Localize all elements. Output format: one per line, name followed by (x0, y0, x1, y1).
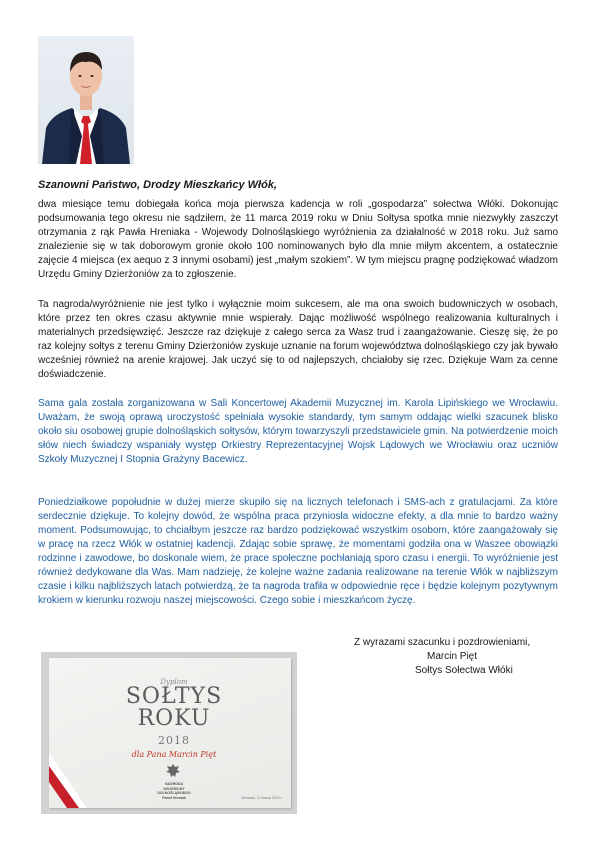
diploma-title (89, 686, 259, 730)
diploma-date: Wrocław, 11 marca 2019 r. (241, 796, 283, 800)
letter-greeting: Szanowni Państwo, Drodzy Mieszkańcy Włók, (38, 179, 277, 191)
signature-role: Sołtys Sołectwa Włóki (415, 665, 513, 676)
diploma-signatory (134, 782, 214, 800)
signatory-line-2: WOJEWODY (163, 786, 185, 791)
signatory-line-1: NAGRODA (164, 782, 184, 786)
letter-paragraph-3: Sama gala została zorganizowana w Sali Koncertowej Akademii Muzycznej im. Karola Lipińskiego we Wrocławiu. Uważam, że swoją oprawą uroczystość spełniała wysokie standardy, tym samym oddając wielki szacunek blisko około siu osobowej grupie dolnośląskich sołtysów, którym towarzyszyli przedstawiciele gmin. Na potwierdzenie moich słów niech świadczy wspaniały występ Orkiestry Reprezentacyjnej Wojsk Lądowych we Wrocławiu oraz uczniów Szkoły Muzycznej I Stopnia Grażyny Bacewicz. (38, 398, 558, 465)
letter-paragraph-1: dwa miesiące temu dobiegała końca moja pierwsza kadencja w roli „gospodarza” sołectwa Włóki. Dokonując podsumowania tego okresu nie sądziłem, że 11 marca 2019 roku w Dniu Sołtysa spotka mnie niezwykły zaszczyt otrzymania z rąk Pawła Hreniaka - Wojewody Dolnośląskiego wyróżnienia za działalność w 2018 roku. Już samo znalezienie się w tak doborowym gronie około 100 nominowanych było dla mnie miłym akcentem, a ostatecznie zajęcie 4 miejsca (ex aequo z 3 innymi osobami) jest „małym szokiem”. W tym miejscu pragnę podziękować władzom Urzędu Gminy Dzierżoniów za to zgłoszenie. (38, 199, 558, 280)
signature-closing: Z wyrazami szacunku i pozdrowieniami, (354, 637, 531, 648)
author-photo (38, 36, 134, 164)
diploma-title-line-1: SOŁTYS (125, 684, 223, 709)
diploma-paper (49, 658, 291, 808)
signature-block (354, 636, 574, 678)
diploma-header: Dyplom (160, 678, 188, 686)
diploma-year: 2018 (158, 734, 190, 747)
diploma-title-line-2: ROKU (137, 706, 211, 731)
signatory-line-4: Paweł Hreniak (162, 795, 186, 800)
diploma-photo (41, 652, 297, 814)
diploma-recipient: dla Pana Marcin Pięt (131, 750, 217, 759)
signatory-line-3: DOLNOŚLĄSKIEGO (157, 791, 191, 795)
eagle-emblem-icon (164, 762, 182, 780)
letter-paragraph-2: Ta nagroda/wyróżnienie nie jest tylko i wyłącznie moim sukcesem, ale ma ona swoich budowniczych w osobach, które przez ten okres czasu aktywnie mnie wspierały. Dając możliwość wspólnego realizowania kulturalnych i materialnych przedsięwzięć. Jeszcze raz dziękuje z całego serca za Wasz trud i zaangażowanie. Cieszę się, że po raz kolejny sołtys z terenu Gminy Dzierżoniów zyskuje uznanie na forum województwa dolnośląskiego czy jak bywało wcześniej również na arenie krajowej. Jak uczyć się to od najlepszych, chciałoby się rzec. Dziękuje Wam za cenne doświadczenie. (38, 299, 558, 380)
portrait-illustration (38, 36, 134, 164)
signature-name: Marcin Pięt (427, 651, 478, 662)
letter-paragraph-4: Poniedziałkowe popołudnie w dużej mierze skupiło się na licznych telefonach i SMS-ach z gratulacjami. Za które serdecznie dziękuje. To kolejny dowód, że wspólna praca przyniosła widoczne efekty, a dla mnie to bardzo ważny moment. Podsumowując, to chciałbym jeszcze raz bardzo podziękować wszystkim osobom, które zaangażowały się w pracę na rzecz Włók w ostatniej kadencji. Zdając sobie sprawę, że momentami godziła ona w Waszee obowiązki rodzinne i zawodowe, bo doskonale wiem, że prace społeczne pochłaniają sporo czasu i energii. To wyróżnienie jest również dedykowane dla Was. Mam nadzieję, że kolejne ważne zadania realizowane na terenie Włók w najbliższym czasie i kilku najbliższych latach potwierdzą, że ta nagroda trafiła w odpowiednie ręce i będzie kolejnym pozytywnym krokiem w kierunku rozwoju naszej miejscowości. Czego sobie i mieszkańcom życzę. (38, 497, 558, 606)
